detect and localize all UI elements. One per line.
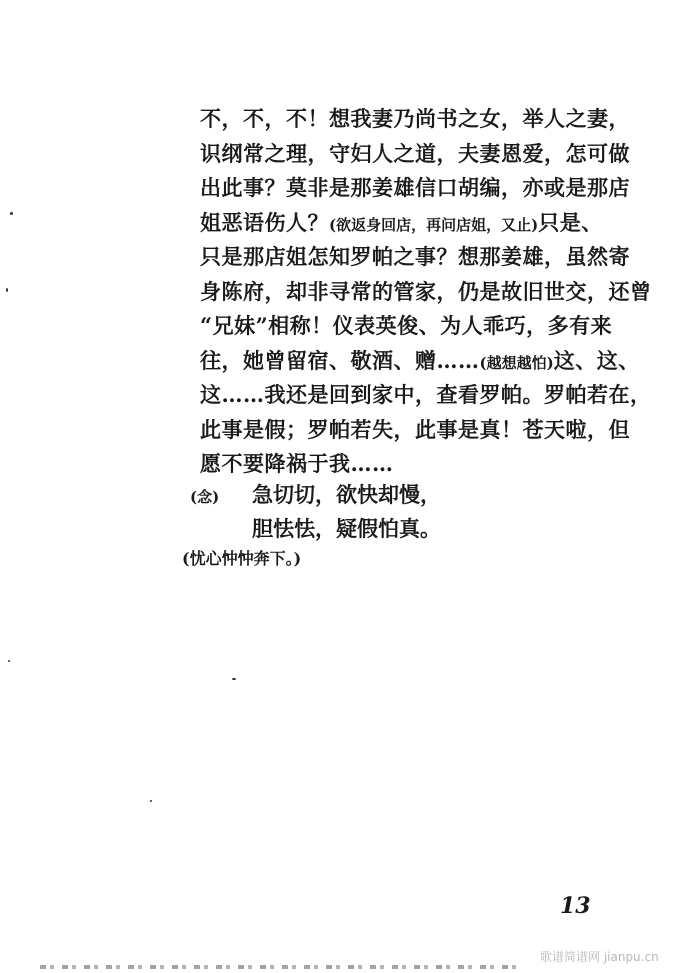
dialogue-line-8: 往，她曾留宿、敬酒、赠……(越想越怕)这、这、 [200,347,640,373]
page-number: 13 [560,893,591,919]
scan-edge-smudge [40,965,520,969]
dialogue-body [200,102,652,482]
dialogue-line-5: 只是那店姐怎知罗帕之事？想那姜雄，虽然寄 [200,244,630,269]
dialogue-line-2: 识纲常之理，守妇人之道，夫妻恩爱，怎可做 [200,140,630,166]
stage-direction: (越想越怕) [479,353,554,372]
dialogue-line-10: 此事是假；罗帕若失，此事是真！苍天啦，但 [200,416,630,442]
verse-line-1: (念) 急切切，欲快却慢， [190,478,610,512]
scan-speck [10,212,13,215]
dialogue-line-11: 愿不要降祸于我…… [200,451,394,476]
dialogue-line-4: 姐恶语伤人？(欲返身回店，再问店姐，又止)只是、 [200,209,603,235]
dialogue-line-9: 这……我还是回到家中，查看罗帕。罗帕若在， [200,382,652,407]
site-watermark: 歌谱简谱网 jianpu.cn [540,950,659,964]
scan-speck [232,678,236,680]
dialogue-line-7: “兄妹”相称！仪表英俊、为人乖巧，多有来 [200,313,613,338]
exit-stage-direction: (忧心忡忡奔下。) [182,549,302,568]
dialogue-line-3: 出此事？莫非是那姜雄信口胡编，亦或是那店 [200,175,630,200]
dialogue-line-6: 身陈府，却非寻常的管家，仍是故旧世交，还曾 [200,278,652,304]
stage-direction: (欲返身回店，再问店姐，又止) [329,215,539,234]
recited-verse [190,478,610,546]
dialogue-line-1: 不，不，不！想我妻乃尚书之女，举人之妻， [200,106,630,131]
verse-line-2: 胆怯怯，疑假怕真。 [252,516,441,541]
scan-speck [8,660,10,662]
scan-speck [150,800,152,802]
scan-speck [6,288,8,292]
verse-tag: (念) [190,488,220,506]
